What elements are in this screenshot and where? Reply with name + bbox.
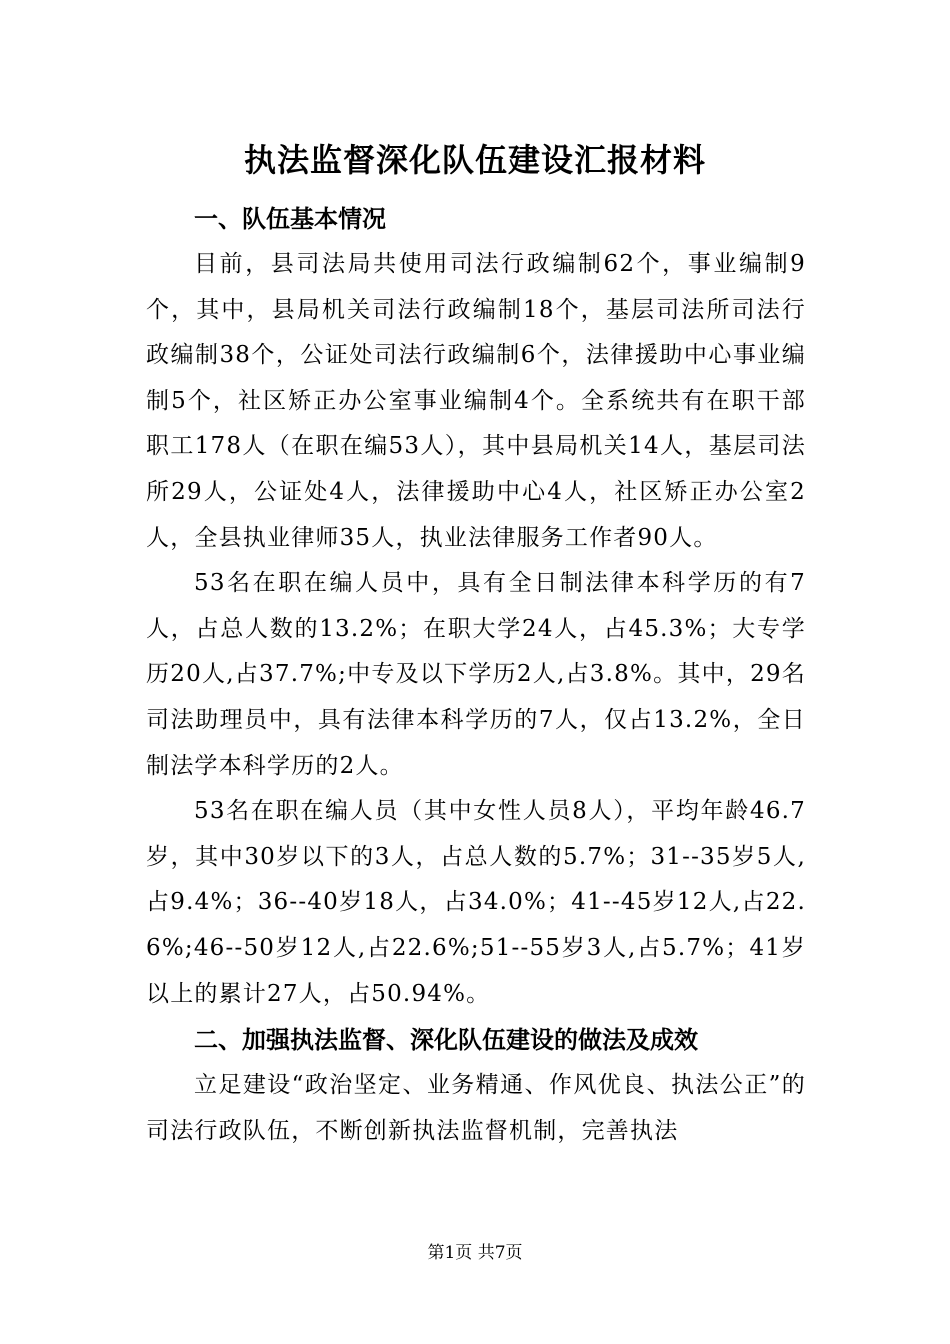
- paragraph-staffing: 目前，县司法局共使用司法行政编制62个，事业编制9个，其中，县局机关司法行政编制18个，基层司法所司法行政编制38个，公证处司法行政编制6个，法律援助中心事业编制5个，社区矫正办公室事业编制4个。全系统共有在职干部职工178人（在职在编53人），其中县局机关14人，基层司法所29人，公证处4人，法律援助中心4人，社区矫正办公室2人，全县执业律师35人，执业法律服务工作者90人。: [146, 251, 806, 551]
- document-title: 执法监督深化队伍建设汇报材料: [243, 141, 706, 179]
- paragraph-age: 53名在职在编人员（其中女性人员8人），平均年龄46.7岁，其中30岁以下的3人，占总人数的5.7%；31--35岁5人,占9.4%；36--40岁18人，占34.0%；41--45岁12人,占22.6%;46--50岁12人,占22.6%;51--55岁3人,占5.7%；41岁以上的累计27人，占50.94%。: [146, 798, 806, 1007]
- paragraph-education: 53名在职在编人员中，具有全日制法律本科学历的有7人，占总人数的13.2%；在职大学24人，占45.3%；大专学历20人,占37.7%;中专及以下学历2人,占3.8%。其中，29名司法助理员中，具有法律本科学历的7人，仅占13.2%，全日制法学本科学历的2人。: [146, 570, 806, 779]
- page-footer: 第1页 共7页: [427, 1243, 523, 1263]
- section-heading-1: 一、队伍基本情况: [194, 205, 386, 233]
- document-body: [146, 196, 806, 1154]
- paragraph-measures: 立足建设“政治坚定、业务精通、作风优良、执法公正”的司法行政队伍，不断创新执法监督机制，完善执法: [146, 1072, 806, 1144]
- section-heading-2: 二、加强执法监督、深化队伍建设的做法及成效: [194, 1026, 698, 1055]
